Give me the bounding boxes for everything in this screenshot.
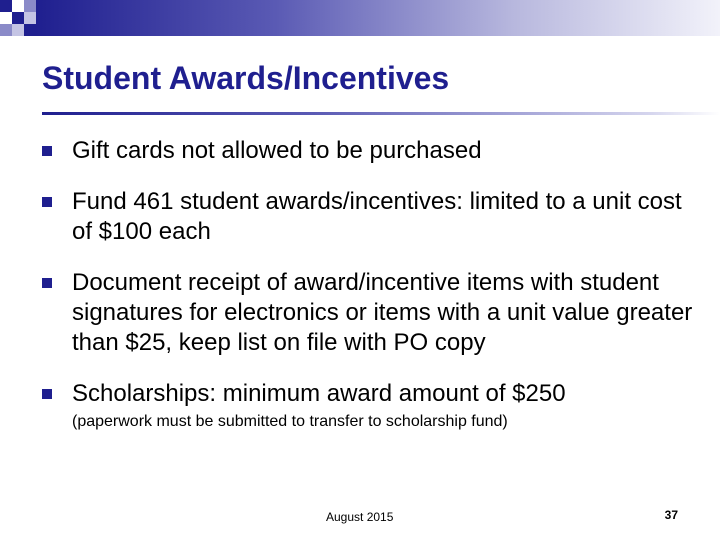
square-bullet-icon <box>42 278 52 288</box>
slide-title: Student Awards/Incentives <box>42 60 450 96</box>
bullet-text: Fund 461 student awards/incentives: limited to a unit cost of $100 each <box>72 188 682 245</box>
decor-square <box>0 12 12 24</box>
bullet-subtext: (paperwork must be submitted to transfer to scholarship fund) <box>72 413 508 430</box>
square-bullet-icon <box>42 146 52 156</box>
decor-square <box>12 24 24 36</box>
header-decoration <box>0 0 720 40</box>
bullet-text: Document receipt of award/incentive items with student signatures for electronics or items with a unit value greater than $25, keep list on file with PO copy <box>72 269 693 356</box>
page-number: 37 <box>664 508 678 522</box>
decor-square <box>12 12 24 24</box>
decor-square <box>24 12 36 24</box>
decor-square <box>0 24 12 36</box>
decor-square <box>0 0 12 12</box>
header-gradient-bar <box>36 0 720 36</box>
square-bullet-icon <box>42 389 52 399</box>
footer-date: August 2015 <box>326 510 394 524</box>
bullet-item <box>42 136 702 166</box>
decor-square <box>12 0 24 12</box>
title-underline <box>42 112 720 115</box>
bullet-text: Gift cards not allowed to be purchased <box>72 137 482 164</box>
decor-square <box>24 0 36 12</box>
bullet-item <box>42 379 702 433</box>
bullet-item <box>42 268 702 358</box>
decor-square <box>24 24 36 36</box>
bullet-text: Scholarships: minimum award amount of $250 <box>72 380 566 407</box>
bullet-item <box>42 187 702 247</box>
bullet-list <box>42 136 702 433</box>
square-bullet-icon <box>42 197 52 207</box>
